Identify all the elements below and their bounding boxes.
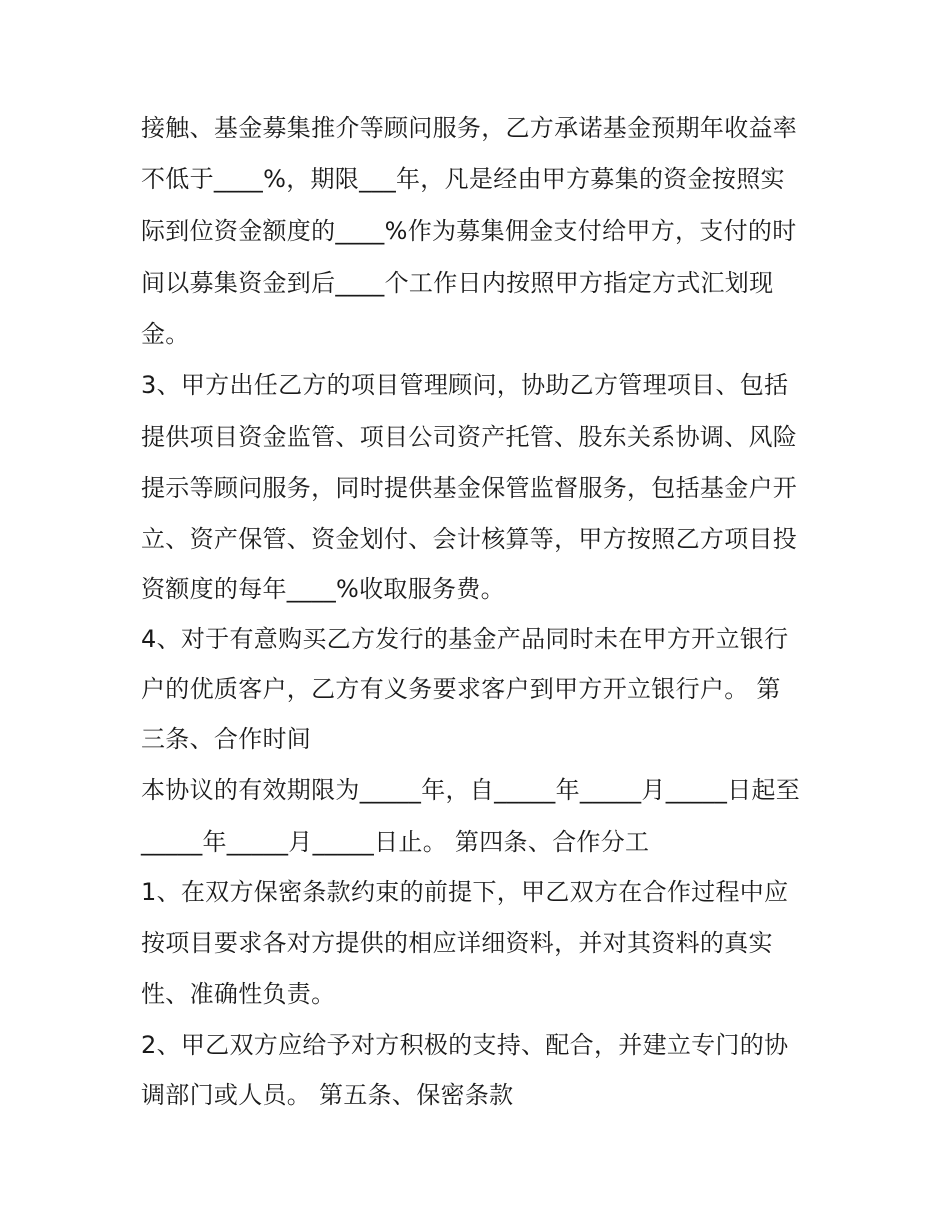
text-line: 三条、合作时间	[141, 725, 312, 753]
text-line: 3、甲方出任乙方的项目管理顾问，协助乙方管理项目、包括	[141, 371, 789, 399]
text-line: 资额度的每年____%收取服务费。	[141, 575, 505, 603]
text-line: 性、准确性负责。	[141, 980, 336, 1008]
text-line: 不低于____%，期限___年，凡是经由甲方募集的资金按照实	[141, 165, 785, 193]
text-line: 际到位资金额度的____%作为募集佣金支付给甲方，支付的时	[141, 217, 797, 245]
text-line: 按项目要求各对方提供的相应详细资料，并对其资料的真实	[141, 929, 773, 957]
text-line: 4、对于有意购买乙方发行的基金产品同时未在甲方开立银行	[141, 625, 789, 653]
text-line: 户的优质客户，乙方有义务要求客户到甲方开立银行户。 第	[141, 675, 781, 703]
text-line: 间以募集资金到后____个工作日内按照甲方指定方式汇划现	[141, 269, 774, 297]
text-line: 本协议的有效期限为_____年，自_____年_____月_____日起至	[141, 776, 801, 804]
text-line: 提示等顾问服务，同时提供基金保管监督服务，包括基金户开	[141, 474, 798, 502]
text-line: 接触、基金募集推介等顾问服务，乙方承诺基金预期年收益率	[141, 114, 798, 142]
text-line: 调部门或人员。 第五条、保密条款	[141, 1081, 514, 1109]
text-line: 提供项目资金监管、项目公司资产托管、股东关系协调、风险	[141, 423, 798, 451]
text-line: 1、在双方保密条款约束的前提下，甲乙双方在合作过程中应	[141, 878, 789, 906]
text-line: 金。	[141, 320, 190, 348]
text-line: _____年_____月_____日止。 第四条、合作分工	[141, 828, 650, 856]
text-line: 2、甲乙双方应给予对方积极的支持、配合，并建立专门的协	[141, 1031, 789, 1059]
text-line: 立、资产保管、资金划付、会计核算等，甲方按照乙方项目投	[141, 525, 798, 553]
